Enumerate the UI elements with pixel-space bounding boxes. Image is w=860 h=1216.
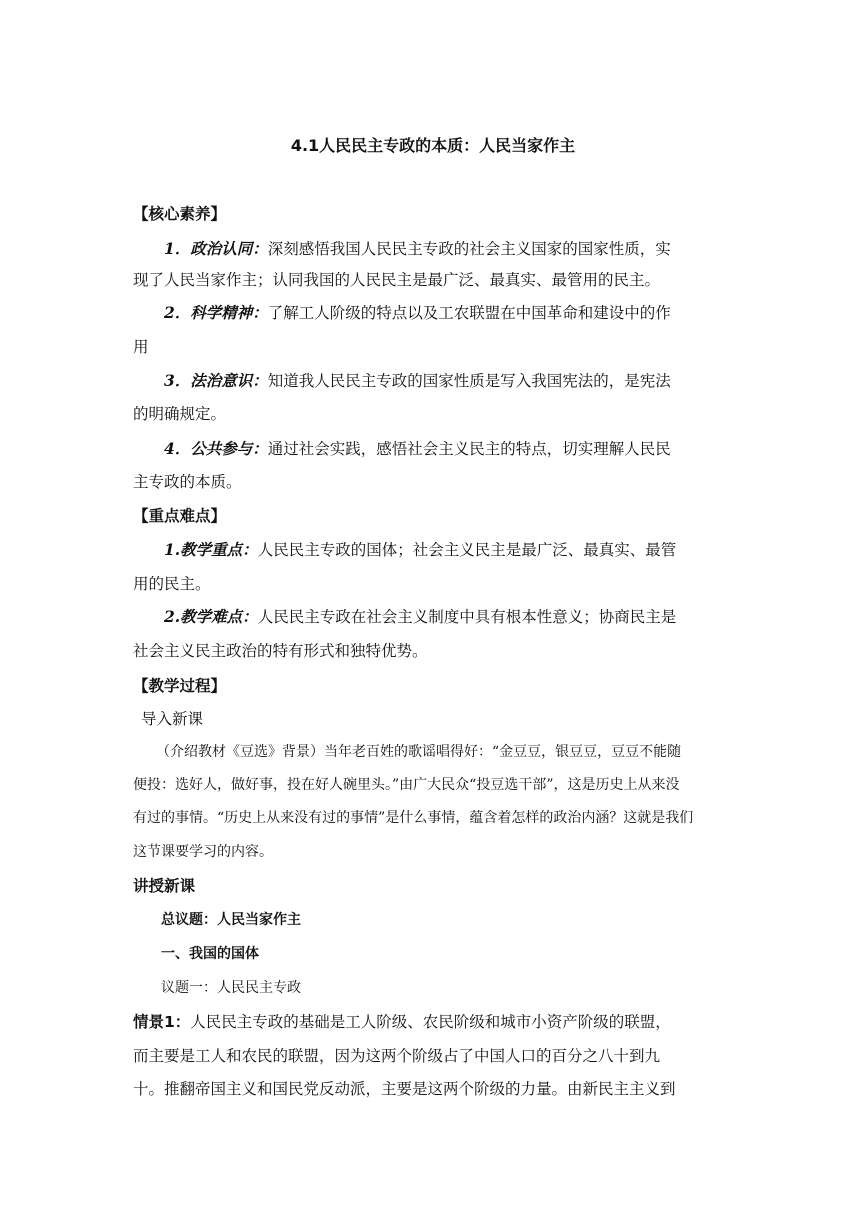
scene-line-1 xyxy=(133,1012,733,1032)
core-literacy-header: 【核心素养】 xyxy=(133,205,227,223)
key-item-1-label: 1.教学重点： xyxy=(164,540,258,559)
core-item-1-text: 深刻感悟我国人民民主专政的社会主义国家的国家性质，实 xyxy=(267,240,671,258)
core-item-2-line-1 xyxy=(133,303,733,323)
core-item-4-line-1 xyxy=(133,439,733,459)
part-one-heading: 一、我国的国体 xyxy=(161,946,259,962)
key-item-2-label: 2.教学难点： xyxy=(164,607,258,626)
key-item-1-text: 人民民主专政的国体；社会主义民主是最广泛、最真实、最管 xyxy=(257,541,677,559)
intro-line-4: 这节课要学习的内容。 xyxy=(133,844,273,860)
intro-line-1: （介绍教材《豆选》背景）当年老百姓的歌谣唱得好：“金豆豆，银豆豆，豆豆不能随 xyxy=(156,744,682,760)
subtopic-one: 议题一：人民民主专政 xyxy=(161,980,301,996)
core-item-3-text: 知道我人民民主专政的国家性质是写入我国宪法的，是宪法 xyxy=(267,372,671,390)
core-item-1-label: 1．政治认同： xyxy=(164,239,268,258)
core-item-4-text: 通过社会实践，感悟社会主义民主的特点，切实理解人民民 xyxy=(267,440,671,458)
core-item-1-line-1 xyxy=(133,239,733,259)
core-item-4-line-2: 主专政的本质。 xyxy=(133,473,242,491)
scene-line-2: 而主要是工人和农民的联盟，因为这两个阶级占了中国人口的百分之八十到九 xyxy=(133,1047,661,1065)
scene-text-1: 人民民主专政的基础是工人阶级、农民阶级和城市小资产阶级的联盟， xyxy=(190,1013,671,1031)
core-item-3-label: 3．法治意识： xyxy=(164,371,268,390)
core-item-4-label: 4．公共参与： xyxy=(164,439,268,458)
main-topic: 总议题：人民当家作主 xyxy=(161,912,301,928)
new-lesson-heading: 讲授新课 xyxy=(133,877,196,895)
scene-line-3: 十。推翻帝国主义和国民党反动派，主要是这两个阶级的力量。由新民主主义到 xyxy=(133,1080,676,1098)
key-item-2-text: 人民民主专政在社会主义制度中具有根本性意义；协商民主是 xyxy=(257,608,677,626)
core-item-2-text: 了解工人阶级的特点以及工农联盟在中国革命和建设中的作 xyxy=(267,304,671,322)
core-item-3-line-2: 的明确规定。 xyxy=(133,405,227,423)
core-item-1-line-2: 现了人民当家作主；认同我国的人民民主是最广泛、最真实、最管用的民主。 xyxy=(133,271,661,289)
intro-line-3: 有过的事情。“历史上从来没有过的事情”是什么事情，蕴含着怎样的政治内涵？这就是我们 xyxy=(133,810,694,826)
key-points-header: 【重点难点】 xyxy=(133,507,227,525)
key-item-1-line-1 xyxy=(133,540,733,560)
scene-label: 情景1： xyxy=(133,1013,191,1031)
core-item-3-line-1 xyxy=(133,371,733,391)
key-item-1-line-2: 用的民主。 xyxy=(133,575,211,593)
intro-heading: 导入新课 xyxy=(141,710,204,728)
key-item-2-line-1 xyxy=(133,607,733,627)
intro-line-2: 便投：选好人，做好事，投在好人碗里头。”由广大民众“投豆选干部”，这是历史上从来没 xyxy=(133,777,680,793)
core-item-2-line-2: 用 xyxy=(133,338,149,356)
document-title: 4.1人民民主专政的本质：人民当家作主 xyxy=(290,136,576,155)
teaching-process-header: 【教学过程】 xyxy=(133,677,227,695)
core-item-2-label: 2．科学精神： xyxy=(164,303,268,322)
key-item-2-line-2: 社会主义民主政治的特有形式和独特优势。 xyxy=(133,642,428,660)
